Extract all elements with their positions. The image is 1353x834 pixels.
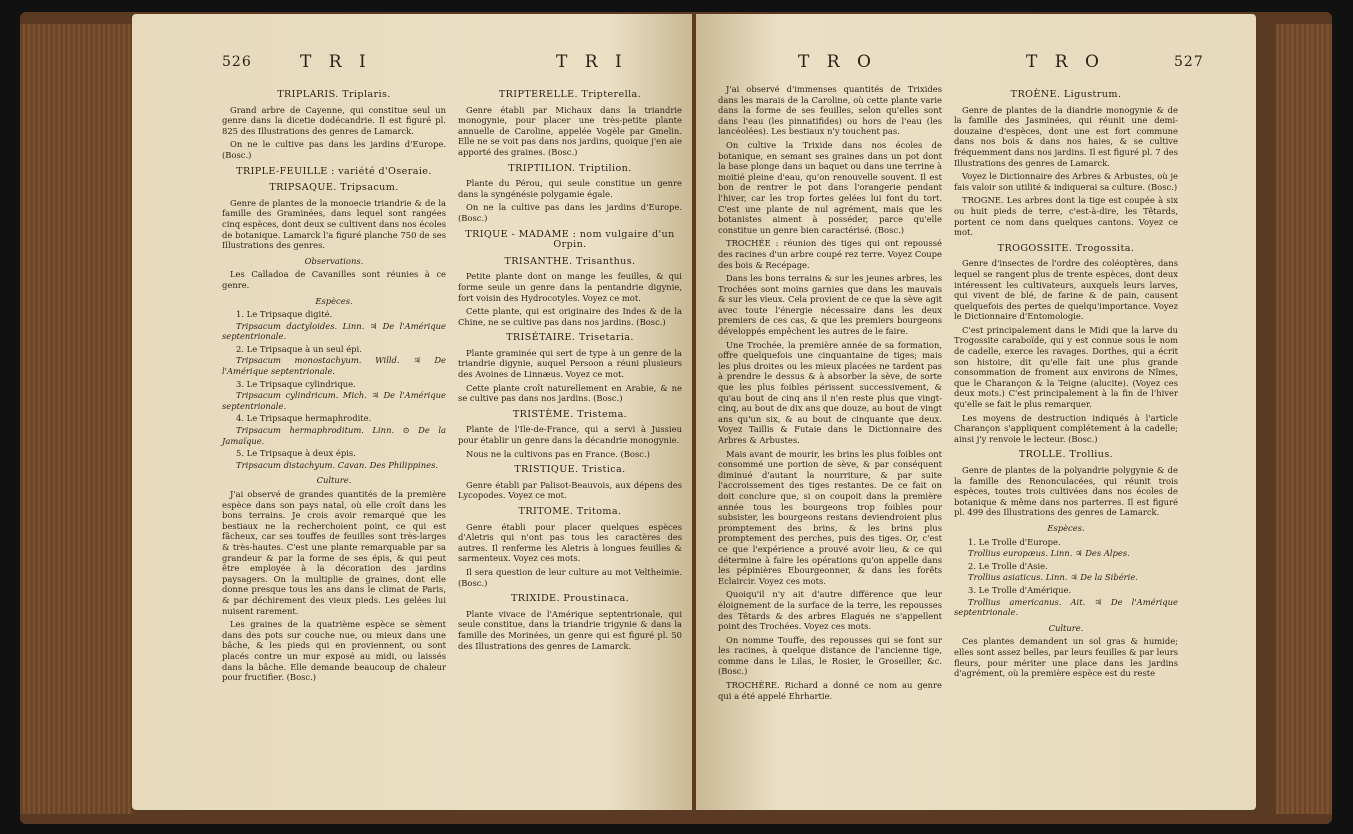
- entry-heading: TRIPSAQUE. Tripsacum.: [269, 182, 399, 194]
- paragraph: 2. Le Trolle d'Asie.: [968, 560, 1048, 571]
- paragraph: Ces plantes demandent un sol gras & humide; elles sont assez belles, par leurs feuilles & par leurs fleurs, pour mériter une place dans les jardins d'agrément, où la première espèce est du reste: [954, 636, 1178, 679]
- paragraph: Une Trochée, la première année de sa formation, offre quelquefois une cinquantaine de tiges; mais les plus droites ou les mieux placées ne tardent pas à prendre le dessus & à absorber la sève, de sorte que les plus foibles périssent successivement, & qu'au bout de cinq ans il n'en reste plus que vingt-cinq, au bout de dix ans que douze, au bout de vingt ans qu'un six, & au bout de cinquante que deux. Voyez Taillis & Futaie dans le Dictionnaire des Arbres & Arbustes.: [718, 339, 942, 445]
- entry-heading: TRIQUE - MADAME : nom vulgaire d'un Orpin.: [465, 228, 675, 251]
- paragraph: J'ai observé d'immenses quantités de Trixides dans les marais de la Caroline, où cette plante varie dans la forme de ses feuilles, selon qu'elles sont dans l'eau (les pinnatifides) ou hors de l'eau (les lancéolées). Les bestiaux n'y touchent pas.: [718, 84, 942, 137]
- entry-heading: TRISÉTAIRE. Trisetaria.: [506, 332, 634, 344]
- paragraph: Grand arbre de Cayenne, qui constitue seul un genre dans la dicetie dodécandrie. Il est figuré pl. 825 des Illustrations des genres de Lamarck.: [222, 104, 446, 136]
- paragraph: Genre établi par Palisot-Beauvois, aux dépens des Lycopodes. Voyez ce mot.: [458, 479, 682, 501]
- paragraph: TROCHÈRE. Richard a donné ce nom au genre qui a été appelé Ehrhartie.: [718, 680, 942, 701]
- paragraph: Genre de plantes de la polyandrie polygynie & de la famille des Renonculacées, qui réunit trois espèces, toutes trois cultivées dans nos écoles de botanique & même dans nos parterres. Il est figuré pl. 499 des Illustrations des genres de Lamarck.: [954, 465, 1178, 518]
- right-running-head-col2: T R O: [1026, 52, 1105, 72]
- paragraph: Genre de plantes de la monoecie triandrie & de la famille des Graminées, dans lequel sont rangées cinq espèces, dont deux se cultivent dans nos écoles de botanique. Lamarck l'a figuré planche 750 de ses Illustrations des genres.: [222, 197, 446, 251]
- entry-heading: TRIPLARIS. Triplaris.: [277, 89, 391, 100]
- entry-heading: TRIXIDE. Proustinaca.: [510, 593, 630, 605]
- paragraph: Trollius americanus. Ait. ♃ De l'Amérique septentrionale.: [954, 596, 1178, 618]
- paragraph: TROCHÉE : réunion des tiges qui ont repoussé des racines d'un arbre coupé rez terre. Voyez Coupe des bois & Recépage.: [718, 238, 942, 270]
- paragraph: On cultive la Trixide dans nos écoles de botanique, en semant ses graines dans un pot dont la base plonge dans un baquet ou dans une terrine à moitié pleine d'eau, qu'on renouvelle souvent. Il est bon de rentrer le pot dans l'orangerie pendant l'hiver, car les trop fortes gelées lui font du tort. C'est une plante de nul agrément, mais que les botanistes aiment à posséder, parce qu'elle constitue un genre bien caractérisé. (Bosc.): [718, 139, 942, 235]
- paragraph: C'est principalement dans le Midi que la larve du Trogossite caraboïde, qui y est connue sous le nom de cadelle, exerce les ravages. Dorthes, qui a écrit son histoire, dit qu'elle fait une plus grande consommation de froment aux environs de Nîmes, que le Charançon & la Teigne (alucite). (Voyez ces deux mots.) C'est principalement à la fin de l'hiver qu'elle se fait le plus remarquer.: [954, 324, 1178, 410]
- paragraph: Dans les bons terrains & sur les jeunes arbres, les Trochées sont moins garnies que dans les mauvais & sur les vieux. Cela provient de ce que la sève agit avec toute l'énergie nécessaire dans les deux premiers de ces cas, & que les premiers bourgeons développés empêchent les autres de le faire.: [718, 273, 942, 337]
- paragraph: Plante du Pérou, qui seule constitue un genre dans la syngénésie polygamie égale.: [458, 178, 682, 199]
- entry-heading: TRISTIQUE. Tristica.: [514, 464, 626, 476]
- paragraph: Cette plante, qui est originaire des Indes & de la Chine, ne se cultive pas dans nos jardins. (Bosc.): [458, 306, 682, 327]
- paragraph: Mais avant de mourir, les brins les plus foibles ont consommé une portion de sève, & par conséquent diminué d'autant la nourriture, & par suite l'accroissement des tiges restantes. De ce fait on doit conclure que, si on coupoit dans la première année tous les bourgeons trop foibles pour subsister, les bourgeons restans deviendroient plus promptement des brins, & les brins plus promptement des perches, puis des tiges. Or, c'est ce que l'expérience a prouvé avoir lieu, & ce qui détermine à faire les opérations qu'on appelle dans les pépinières Ebourgeonner, & dans les forêts Eclaircir. Voyez ces mots.: [718, 448, 942, 586]
- page-stack-right: [1276, 24, 1332, 814]
- paragraph: 1. Le Trolle d'Europe.: [968, 536, 1061, 547]
- left-page-number: 526: [222, 54, 252, 70]
- right-running-head: [696, 54, 1256, 80]
- paragraph: J'ai observé de grandes quantités de la première espèce dans son pays natal, où elle croît dans les bons terrains. Je crois avoir remarqué que les bestiaux ne la recherchoient point, ce qui est fâcheux, car ses touffes de feuilles sont très-larges & très-hautes. C'est une plante remarquable par sa grandeur & par la forme de ses épis, & qui peut être employée à la décoration des jardins paysagers. On la multiplie de graines, dont elle donne presque tous les ans dans le climat de Paris, & par déchirement des vieux pieds. Les gelées lui nuisent rarement.: [222, 489, 446, 616]
- entry-heading: TRITOME. Tritoma.: [518, 506, 622, 517]
- entry-heading: TRIPTILION. Triptilion.: [508, 162, 632, 174]
- paragraph: 1. Le Tripsaque digité.: [236, 309, 333, 320]
- paragraph: Les graines de la quatrième espèce se sèment dans des pots sur couche nue, ou mieux dans une bâche, & les pieds qui en proviennent, ou sont placés contre un mur exposé au midi, ou laissés dans la bâche. Elle demande beaucoup de chaleur pour fructifier. (Bosc.): [222, 619, 446, 683]
- entry-heading: TROLLE. Trollius.: [1018, 449, 1114, 461]
- paragraph: Nous ne la cultivons pas en France. (Bosc.): [466, 448, 650, 459]
- left-column-2: [458, 84, 682, 654]
- paragraph: 3. Le Tripsaque cylindrique.: [236, 378, 356, 389]
- section-subheading: Culture.: [1048, 622, 1084, 633]
- paragraph: Tripsacum dactyloides. Linn. ♃ De l'Amérique septentrionale.: [222, 320, 446, 342]
- page-stack-left: [20, 24, 132, 814]
- paragraph: Les Calladoa de Cavanilles sont réunies à ce genre.: [222, 269, 446, 290]
- paragraph: Cette plante croît naturellement en Arabie, & ne se cultive pas dans nos jardins. (Bosc.): [458, 382, 682, 404]
- section-subheading: Observations.: [304, 255, 364, 266]
- paragraph: On nomme Touffe, des repousses qui se font sur les racines, à quelque distance de l'ancienne tige, comme dans le Lilas, le Rosier, le Groseiller, &c. (Bosc.): [718, 634, 942, 677]
- left-page: [132, 14, 692, 810]
- paragraph: Tripsacum hermaphroditum. Linn. ⊙ De la Jamaïque.: [222, 425, 446, 446]
- section-subheading: Culture.: [316, 475, 352, 486]
- paragraph: TROGNE. Les arbres dont la tige est coupée à six ou huit pieds de terre, c'est-à-dire, les Têtards, portent ce nom dans quelques cantons. Voyez ce mot.: [954, 195, 1178, 238]
- paragraph: Genre établi par Michaux dans la triandrie monogynie, pour placer une très-petite plante annuelle de Caroline, appelée Vogèle par Gmelin. Elle ne se voit pas dans nos jardins, quoique j'en aie apporté des graines. (Bosc.): [458, 104, 682, 157]
- paragraph: Voyez le Dictionnaire des Arbres & Arbustes, où je fais valoir son utilité & indiquerai sa culture. (Bosc.): [954, 171, 1178, 192]
- paragraph: Tripsacum distachyum. Cavan. Des Philippines.: [236, 459, 439, 470]
- left-running-head: [132, 54, 692, 80]
- right-column-1: [718, 84, 942, 704]
- paragraph: 2. Le Tripsaque à un seul épi.: [236, 343, 362, 354]
- right-running-head-col1: T R O: [798, 52, 877, 72]
- paragraph: Genre de plantes de la diandrie monogynie & de la famille des Jasminées, qui réunit une demi-douzaine d'espèces, dont une est fort commune dans nos bois & dans nos haies, & se cultive fréquemment dans nos jardins. Il est figuré pl. 7 des Illustrations des genres de Lamarck.: [954, 104, 1178, 168]
- left-column-1: [222, 84, 446, 686]
- paragraph: On ne le cultive pas dans les jardins d'Europe. (Bosc.): [222, 139, 446, 160]
- paragraph: Quoiqu'il n'y ait d'autre différence que leur éloignement de la surface de la terre, les repousses des Têtards & des arbres Elagués ne s'appellent point des Trochées. Voyez ces mots.: [718, 589, 942, 632]
- paragraph: Trollius europæus. Linn. ♃ Des Alpes.: [968, 548, 1130, 559]
- right-column-2: [954, 84, 1178, 682]
- paragraph: 3. Le Trolle d'Amérique.: [968, 584, 1072, 595]
- paragraph: Trollius asiaticus. Linn. ♃ De la Sibérie.: [968, 572, 1138, 583]
- paragraph: Tripsacum monostachyum. Willd. ♃ De l'Amérique septentrionale.: [222, 355, 446, 377]
- paragraph: Genre d'insectes de l'ordre des coléoptères, dans lequel se rangent plus de trente espèces, dont deux intéressent les cultivateurs, auxquels leurs larves, qui vivent de blé, de farine & de pain, causent quelquefois des pertes de quelqu'importance. Voyez le Dictionnaire d'Entomologie.: [954, 258, 1178, 322]
- entry-heading: TROGOSSITE. Trogossita.: [997, 242, 1135, 254]
- entry-heading: TRIPTERELLE. Tripterella.: [498, 89, 642, 100]
- paragraph: 4. Le Tripsaque hermaphrodite.: [236, 413, 372, 424]
- left-running-head-col1: T R I: [300, 52, 372, 72]
- paragraph: 5. Le Tripsaque à deux épis.: [236, 448, 356, 459]
- paragraph: Plante graminée qui sert de type à un genre de la triandrie digynie, auquel Persoon a réuni plusieurs des Avoines de Linnæus. Voyez ce mot.: [458, 347, 682, 380]
- section-subheading: Espèces.: [315, 295, 353, 306]
- right-page: [696, 14, 1256, 810]
- entry-heading: TROÈNE. Ligustrum.: [1010, 89, 1122, 100]
- entry-heading: TRISANTHE. Trisanthus.: [504, 255, 636, 267]
- paragraph: Petite plante dont on mange les feuilles, & qui forme seule un genre dans la pentandrie digynie, fort voisin des Hydrocotyles. Voyez ce mot.: [458, 271, 682, 303]
- entry-heading: TRISTÈME. Tristema.: [512, 408, 628, 420]
- left-running-head-col2: T R I: [556, 52, 628, 72]
- paragraph: Plante vivace de l'Amérique septentrionale, qui seule constitue, dans la triandrie trigynie & dans la famille des Morinées, un genre qui est figuré pl. 50 des Illustrations des genres de Lamarck.: [458, 608, 682, 651]
- paragraph: Les moyens de destruction indiqués à l'article Charançon s'appliquent complétement à la cadelle; ainsi j'y renvoie le lecteur. (Bosc.): [954, 412, 1178, 444]
- paragraph: Tripsacum cylindricum. Mich. ♃ De l'Amérique septentrionale.: [222, 390, 446, 411]
- entry-heading: TRIPLE-FEUILLE : variété d'Oseraie.: [236, 165, 432, 177]
- section-subheading: Espèces.: [1047, 522, 1085, 533]
- paragraph: Il sera question de leur culture au mot Veltheimie. (Bosc.): [458, 566, 682, 588]
- right-page-number: 527: [1174, 54, 1204, 70]
- paragraph: On ne la cultive pas dans les jardins d'Europe. (Bosc.): [458, 202, 682, 223]
- paragraph: Genre établi pour placer quelques espèces d'Aletris qui n'ont pas tous les caractères des autres. Il renferme les Aletris à longues feuilles & sarmenteux. Voyez ces mots.: [458, 521, 682, 564]
- paragraph: Plante de l'Ile-de-France, qui a servi à Jussieu pour établir un genre dans la décandrie monogynie.: [458, 424, 682, 446]
